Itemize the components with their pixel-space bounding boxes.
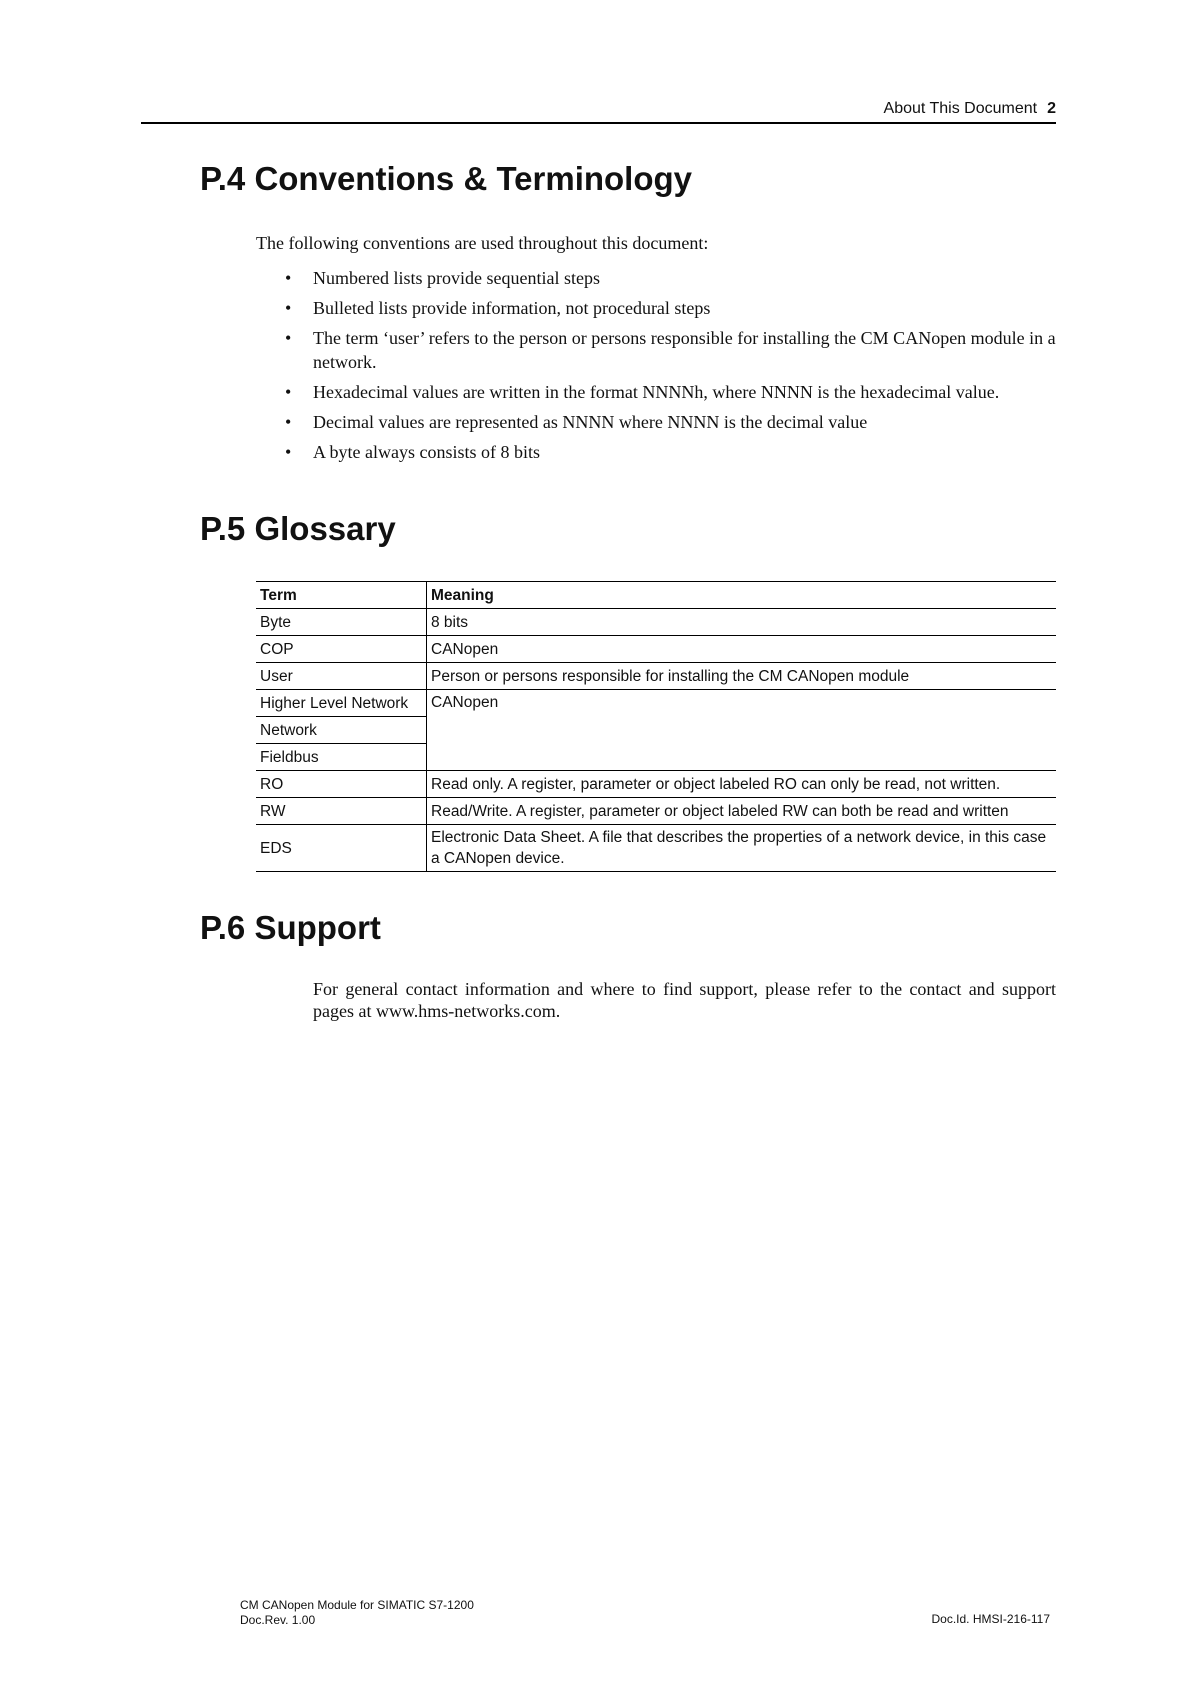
term-cell: Network (256, 717, 427, 744)
bullet-icon: • (285, 442, 292, 462)
table-row (256, 771, 1056, 798)
list-item (256, 380, 1056, 404)
table-header-row (256, 582, 1056, 609)
list-item (256, 266, 1056, 290)
bullet-icon: • (285, 412, 292, 432)
page-header (141, 100, 1056, 124)
term-cell: Fieldbus (256, 744, 427, 771)
meaning-cell: Person or persons responsible for installing the CM CANopen module (427, 663, 1057, 690)
list-item (256, 410, 1056, 434)
bullet-icon: • (285, 298, 292, 318)
page-number: 2 (1047, 100, 1056, 117)
header-section-title: About This Document (883, 100, 1038, 117)
term-cell: EDS (256, 825, 427, 872)
term-cell: User (256, 663, 427, 690)
term-cell: COP (256, 636, 427, 663)
table-row (256, 609, 1056, 636)
list-item (256, 440, 1056, 464)
column-header-term: Term (256, 582, 427, 609)
footer-doc-rev: Doc.Rev. 1.00 (240, 1613, 316, 1627)
term-cell: RW (256, 798, 427, 825)
list-item-text: The term ‘user’ refers to the person or persons responsible for installing the CM CANopen module in a network. (313, 328, 1056, 372)
footer-doc-id: Doc.Id. HMSI-216-117 (931, 1612, 1050, 1626)
table-row (256, 690, 1056, 717)
support-heading: P.6 Support (200, 909, 381, 946)
table-row (256, 636, 1056, 663)
list-item-text: Numbered lists provide sequential steps (313, 268, 600, 288)
table-row (256, 798, 1056, 825)
table-row (256, 825, 1056, 872)
list-item-text: Hexadecimal values are written in the format NNNNh, where NNNN is the hexadecimal value. (313, 382, 1000, 402)
list-item-text: A byte always consists of 8 bits (313, 442, 540, 462)
column-header-meaning: Meaning (427, 582, 1057, 609)
glossary-heading: P.5 Glossary (200, 510, 396, 547)
glossary-table (256, 581, 1056, 872)
conventions-heading: P.4 Conventions & Terminology (200, 160, 693, 197)
term-cell: RO (256, 771, 427, 798)
meaning-cell: Read/Write. A register, parameter or object labeled RW can both be read and written (427, 798, 1057, 825)
meaning-cell: 8 bits (427, 609, 1057, 636)
list-item-text: Decimal values are represented as NNNN where NNNN is the decimal value (313, 412, 868, 432)
list-item (256, 326, 1056, 374)
meaning-cell: Electronic Data Sheet. A file that describes the properties of a network device, in this case a CANopen device. (427, 825, 1057, 872)
table-row (256, 663, 1056, 690)
meaning-cell: Read only. A register, parameter or object labeled RO can only be read, not written. (427, 771, 1057, 798)
term-cell: Higher Level Network (256, 690, 427, 717)
list-item (256, 296, 1056, 320)
footer-left (240, 1598, 474, 1628)
conventions-list (256, 266, 1056, 470)
bullet-icon: • (285, 382, 292, 402)
conventions-intro: The following conventions are used throughout this document: (256, 233, 709, 253)
footer-product: CM CANopen Module for SIMATIC S7-1200 (240, 1598, 474, 1612)
bullet-icon: • (285, 268, 292, 288)
term-cell: Byte (256, 609, 427, 636)
support-text: For general contact information and where to find support, please refer to the contact and support pages at www.hms-networks.com. (313, 979, 1056, 1021)
list-item-text: Bulleted lists provide information, not procedural steps (313, 298, 711, 318)
bullet-icon: • (285, 328, 292, 348)
meaning-cell: CANopen (427, 690, 1057, 771)
meaning-cell: CANopen (427, 636, 1057, 663)
